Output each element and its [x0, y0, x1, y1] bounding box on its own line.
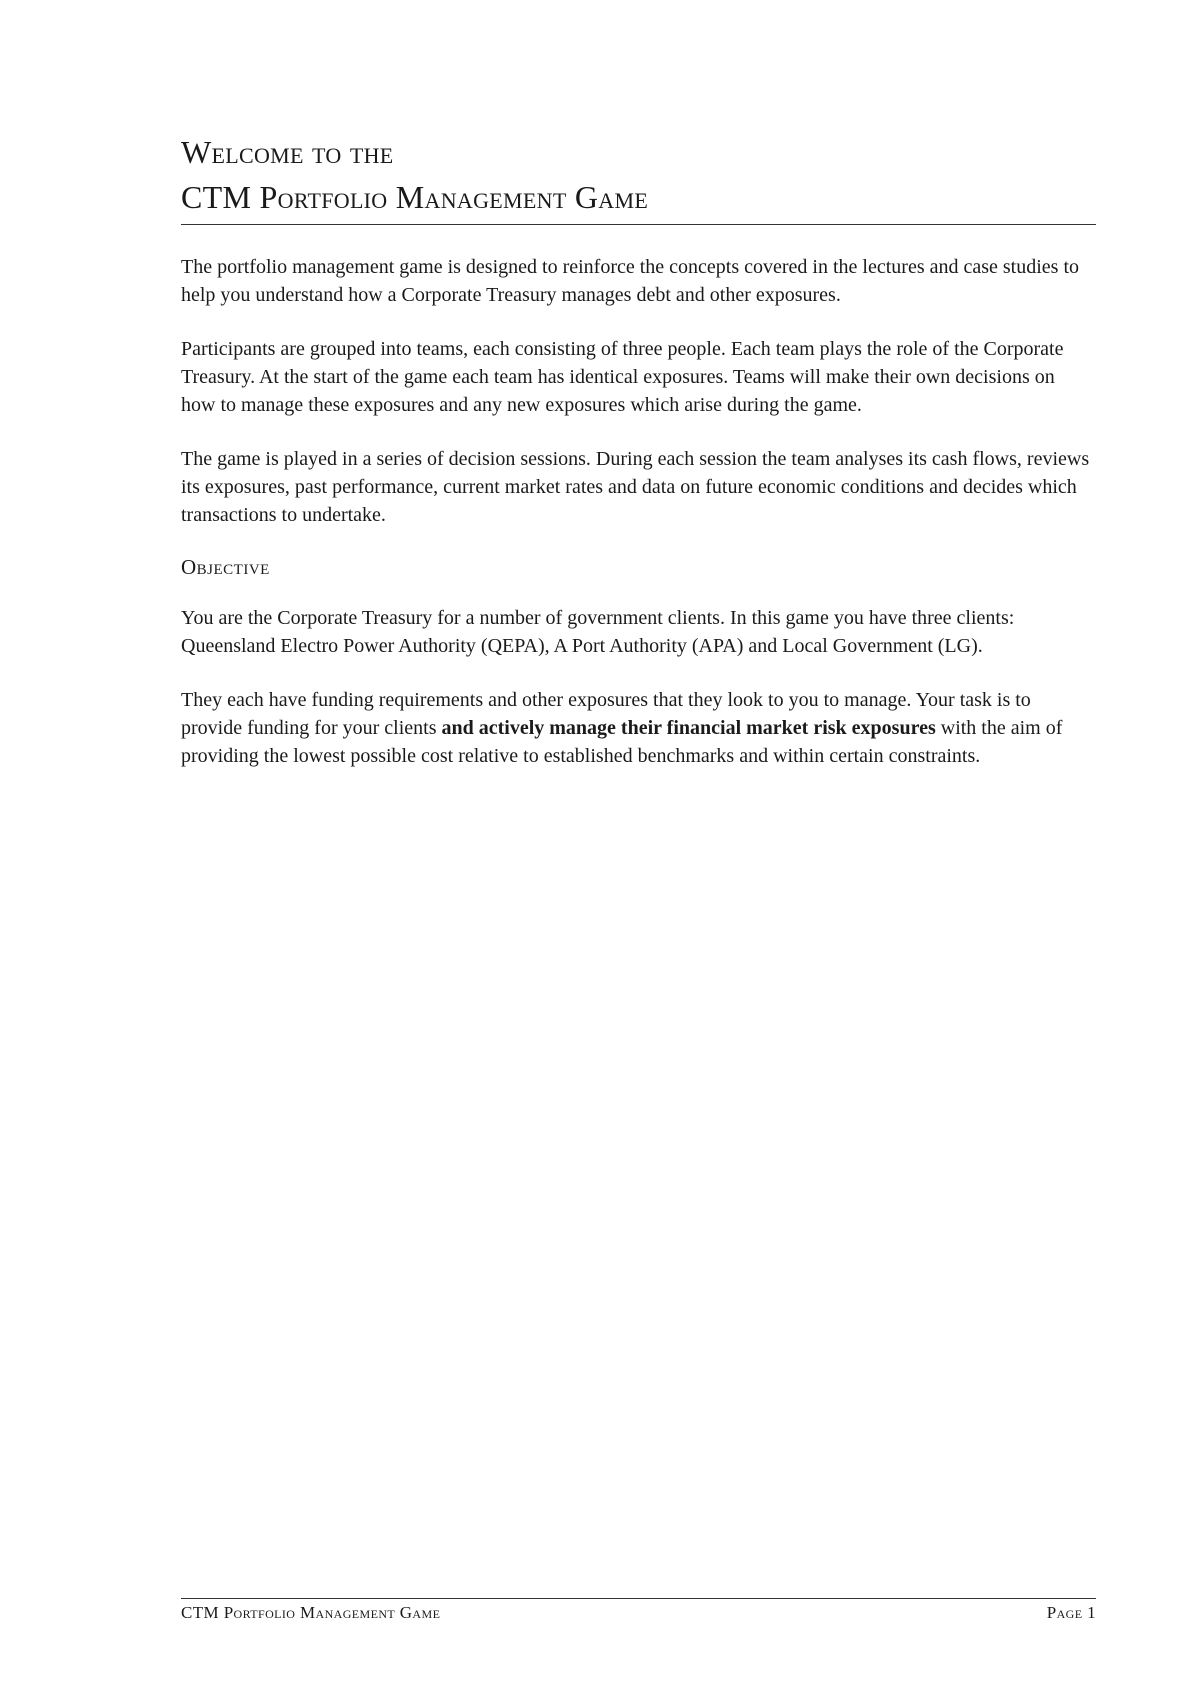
page-content	[181, 130, 1096, 796]
title-line-2: CTM Portfolio Management Game	[181, 179, 649, 215]
title-line-1: Welcome to the	[181, 134, 394, 170]
task-paragraph	[181, 686, 1091, 770]
page-number: Page 1	[1046, 1603, 1096, 1622]
teams-paragraph: Participants are grouped into teams, each consisting of three people. Each team plays the role of the Corporate Treasury. At the start of the game each team has identical exposures. Teams will make their own decisions on how to manage these exposures and any new exposures which arise during the game.	[181, 338, 1064, 416]
footer-title: CTM Portfolio Management Game	[181, 1603, 441, 1622]
task-text-after: with the aim of providing the lowest possible cost relative to established benchmarks and within certain constraints.	[181, 717, 1063, 767]
page-footer	[181, 1598, 1096, 1623]
task-text-bold: and actively manage their financial market risk exposures	[441, 717, 936, 739]
title-block	[181, 130, 1096, 225]
objective-heading: Objective	[181, 555, 270, 579]
intro-paragraph: The portfolio management game is designed to reinforce the concepts covered in the lectures and case studies to help you understand how a Corporate Treasury manages debt and other exposures.	[181, 256, 1080, 306]
sessions-paragraph: The game is played in a series of decision sessions. During each session the team analyses its cash flows, reviews its exposures, past performance, current market rates and data on future economic conditions and decides which transactions to undertake.	[181, 448, 1090, 526]
objective-paragraph: You are the Corporate Treasury for a number of government clients. In this game you have three clients: Queensland Electro Power Authority (QEPA), A Port Authority (APA) and Local Government (LG).	[181, 607, 1015, 657]
task-text-before: They each have funding requirements and other exposures that they look to you to manage. Your task is to provide funding for your clients	[181, 689, 1031, 739]
